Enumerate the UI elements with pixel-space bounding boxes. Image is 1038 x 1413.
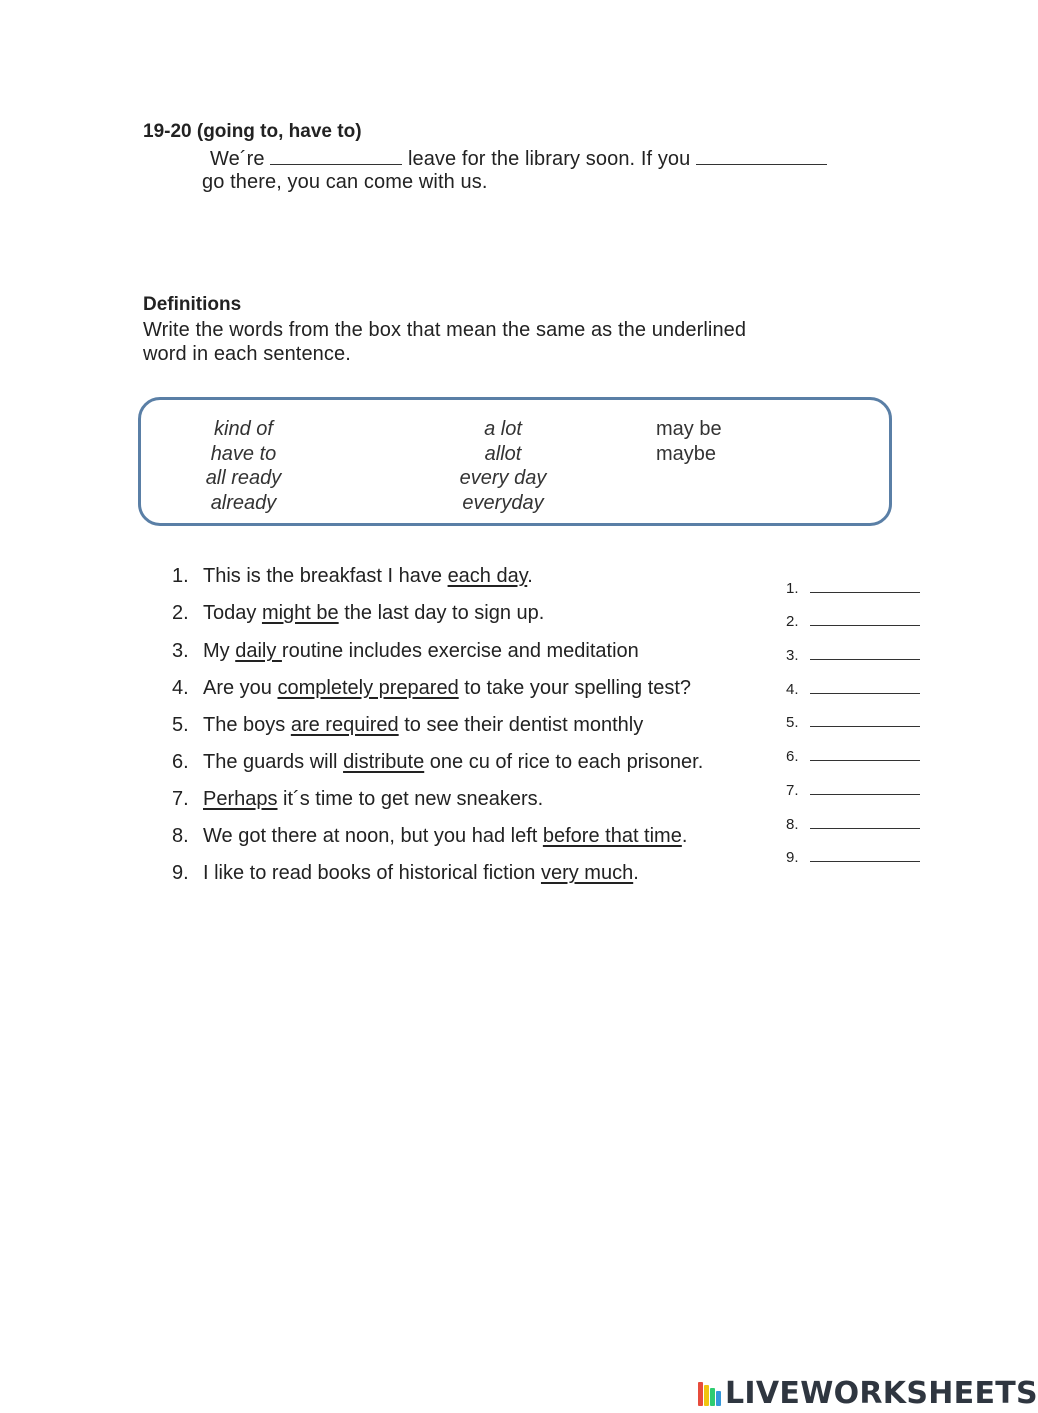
question-9 <box>172 862 639 885</box>
answer-input-line[interactable] <box>810 816 920 829</box>
answer-row-9 <box>786 849 920 866</box>
word-all-ready: all ready <box>205 467 282 489</box>
sentence-start: We´re <box>210 148 265 170</box>
answer-number: 3. <box>786 647 799 664</box>
question-text-before: The guards will <box>203 751 344 773</box>
question-8 <box>172 825 687 848</box>
instruction-line-2: word in each sentence. <box>143 343 351 365</box>
question-text-after: routine includes exercise and meditation <box>281 640 639 662</box>
question-text-after: it´s time to get new sneakers. <box>277 788 544 810</box>
question-text-after: to see their dentist monthly <box>398 714 644 736</box>
section-heading-19-20: 19-20 (going to, have to) <box>143 121 362 142</box>
answer-input-line[interactable] <box>810 748 920 761</box>
question-number: 7. <box>172 788 189 810</box>
answer-input-line[interactable] <box>810 849 920 862</box>
answer-input-line[interactable] <box>810 647 920 660</box>
underlined-word: might be <box>261 602 339 624</box>
question-number: 6. <box>172 751 189 773</box>
definitions-heading: Definitions <box>143 294 242 315</box>
underlined-word: each day <box>447 565 528 587</box>
question-text-before: My <box>203 640 236 662</box>
logo-text: LIVEWORKSHEETS <box>725 1375 1038 1411</box>
answer-input-line[interactable] <box>810 613 920 626</box>
underlined-word: very much <box>540 862 634 884</box>
question-2 <box>172 602 544 625</box>
question-text-before: The boys <box>203 714 291 736</box>
question-text-after: to take your spelling test? <box>458 677 692 699</box>
word-kind-of: kind of <box>214 418 273 440</box>
underlined-word: are required <box>290 714 399 736</box>
answer-row-4 <box>786 681 920 698</box>
question-text-after: . <box>527 565 533 587</box>
answer-input-line[interactable] <box>810 714 920 727</box>
question-4 <box>172 677 691 700</box>
question-text-before: Are you <box>203 677 278 699</box>
underlined-word: daily <box>235 640 282 662</box>
sentence-line-2: go there, you can come with us. <box>202 171 488 193</box>
answer-input-line[interactable] <box>810 782 920 795</box>
answer-row-2 <box>786 613 920 630</box>
question-5 <box>172 714 643 737</box>
answer-blank-20[interactable] <box>696 146 827 165</box>
word-everyday: everyday <box>462 492 544 514</box>
question-text-after: . <box>681 825 688 847</box>
word-box <box>138 397 892 526</box>
answer-number: 2. <box>786 613 799 630</box>
answer-row-8 <box>786 816 920 833</box>
question-text-after: . <box>633 862 639 884</box>
underlined-word: distribute <box>343 751 425 773</box>
question-number: 1. <box>172 565 189 587</box>
question-text-after: the last day to sign up. <box>338 602 545 624</box>
question-number: 2. <box>172 602 189 624</box>
answer-input-line[interactable] <box>810 681 920 694</box>
question-7 <box>172 788 543 811</box>
question-number: 3. <box>172 640 189 662</box>
logo-icon <box>697 1379 723 1407</box>
word-have-to: have to <box>210 443 277 465</box>
answer-row-6 <box>786 748 920 765</box>
sentence-line-1 <box>210 146 827 171</box>
answer-number: 8. <box>786 816 799 833</box>
question-text-before: I like to read books of historical fiction <box>203 862 541 884</box>
instruction-line-1: Write the words from the box that mean the same as the underlined <box>143 319 747 341</box>
answer-input-line[interactable] <box>810 580 920 593</box>
question-text-before: Today <box>203 602 262 624</box>
underlined-word: Perhaps <box>203 788 278 810</box>
answer-number: 7. <box>786 782 799 799</box>
answer-row-3 <box>786 647 920 664</box>
question-6 <box>172 751 703 774</box>
question-text-after: one cu of rice to each prisoner. <box>424 751 704 773</box>
question-1 <box>172 565 533 588</box>
answer-blank-19[interactable] <box>270 146 402 165</box>
answer-row-1 <box>786 580 920 597</box>
answer-number: 6. <box>786 748 799 765</box>
word-every-day: every day <box>459 467 547 489</box>
underlined-word: before that time <box>542 825 682 847</box>
word-a-lot: a lot <box>484 418 522 440</box>
answer-number: 5. <box>786 714 799 731</box>
underlined-word: completely prepared <box>277 677 459 699</box>
word-may-be: may be <box>656 418 722 440</box>
question-3 <box>172 640 639 663</box>
question-text-before: This is the breakfast I have <box>203 565 448 587</box>
question-number: 5. <box>172 714 189 736</box>
question-number: 4. <box>172 677 189 699</box>
answer-number: 9. <box>786 849 799 866</box>
answer-row-7 <box>786 782 920 799</box>
word-allot: allot <box>484 443 522 465</box>
answer-number: 1. <box>786 580 799 597</box>
question-number: 8. <box>172 825 189 847</box>
word-already: already <box>210 492 277 514</box>
answer-row-5 <box>786 714 920 731</box>
liveworksheets-logo <box>697 1377 1038 1409</box>
question-number: 9. <box>172 862 189 884</box>
answer-number: 4. <box>786 681 799 698</box>
question-text-before: We got there at noon, but you had left <box>203 825 543 847</box>
word-maybe: maybe <box>656 443 717 465</box>
sentence-middle: leave for the library soon. If you <box>407 148 691 170</box>
